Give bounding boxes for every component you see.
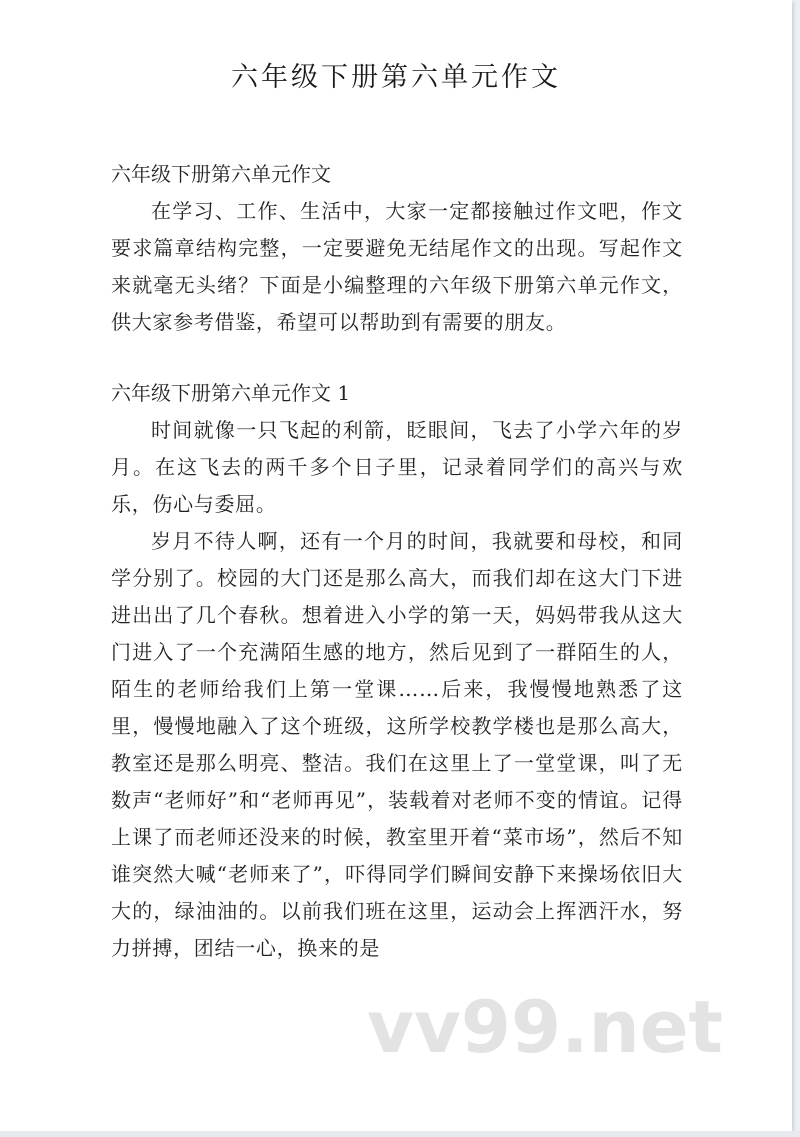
viewer-bottom-edge: [0, 1131, 800, 1137]
essay1-heading: 六年级下册第六单元作文 1: [111, 381, 351, 405]
section-spacer: [111, 341, 683, 375]
watermark-text: vv99.net: [367, 985, 723, 1069]
essay1-paragraph-1: 时间就像一只飞起的利箭，眨眼间，飞去了小学六年的岁月。在这飞去的两千多个日子里，记录着同学们的高兴与欢乐，伤心与委屈。: [111, 418, 683, 516]
intro-heading: 六年级下册第六单元作文: [111, 162, 331, 186]
document-title: 六年级下册第六单元作文: [231, 62, 561, 93]
essay1-paragraph-2: 岁月不待人啊，还有一个月的时间，我就要和母校，和同学分别了。校园的大门还是那么高大，而我们却在这大门下进进出出了几个春秋。想着进入小学的第一天，妈妈带我从这大门进入了一个充满陌生感的地方，然后见到了一群陌生的人，陌生的老师给我们上第一堂课……后来，我慢慢地熟悉了这里，慢慢地融入了这个班级，这所学校教学楼也是那么高大，教室还是那么明亮、整洁。我们在这里上了一堂堂课，叫了无数声“老师好”和“老师再见”，装载着对老师不变的情谊。记得上课了而老师还没来的时候，教室里开着“菜市场”，然后不知谁突然大喊“老师来了”，吓得同学们瞬间安静下来操场依旧大大的，绿油油的。以前我们班在这里，运动会上挥洒汗水，努力拼搏，团结一心，换来的是: [111, 529, 683, 960]
document-body: [111, 156, 683, 967]
intro-paragraph: 在学习、工作、生活中，大家一定都接触过作文吧，作文要求篇章结构完整，一定要避免无结尾作文的出现。写起作文来就毫无头绪？下面是小编整理的六年级下册第六单元作文，供大家参考借鉴，希望可以帮助到有需要的朋友。: [111, 199, 683, 334]
